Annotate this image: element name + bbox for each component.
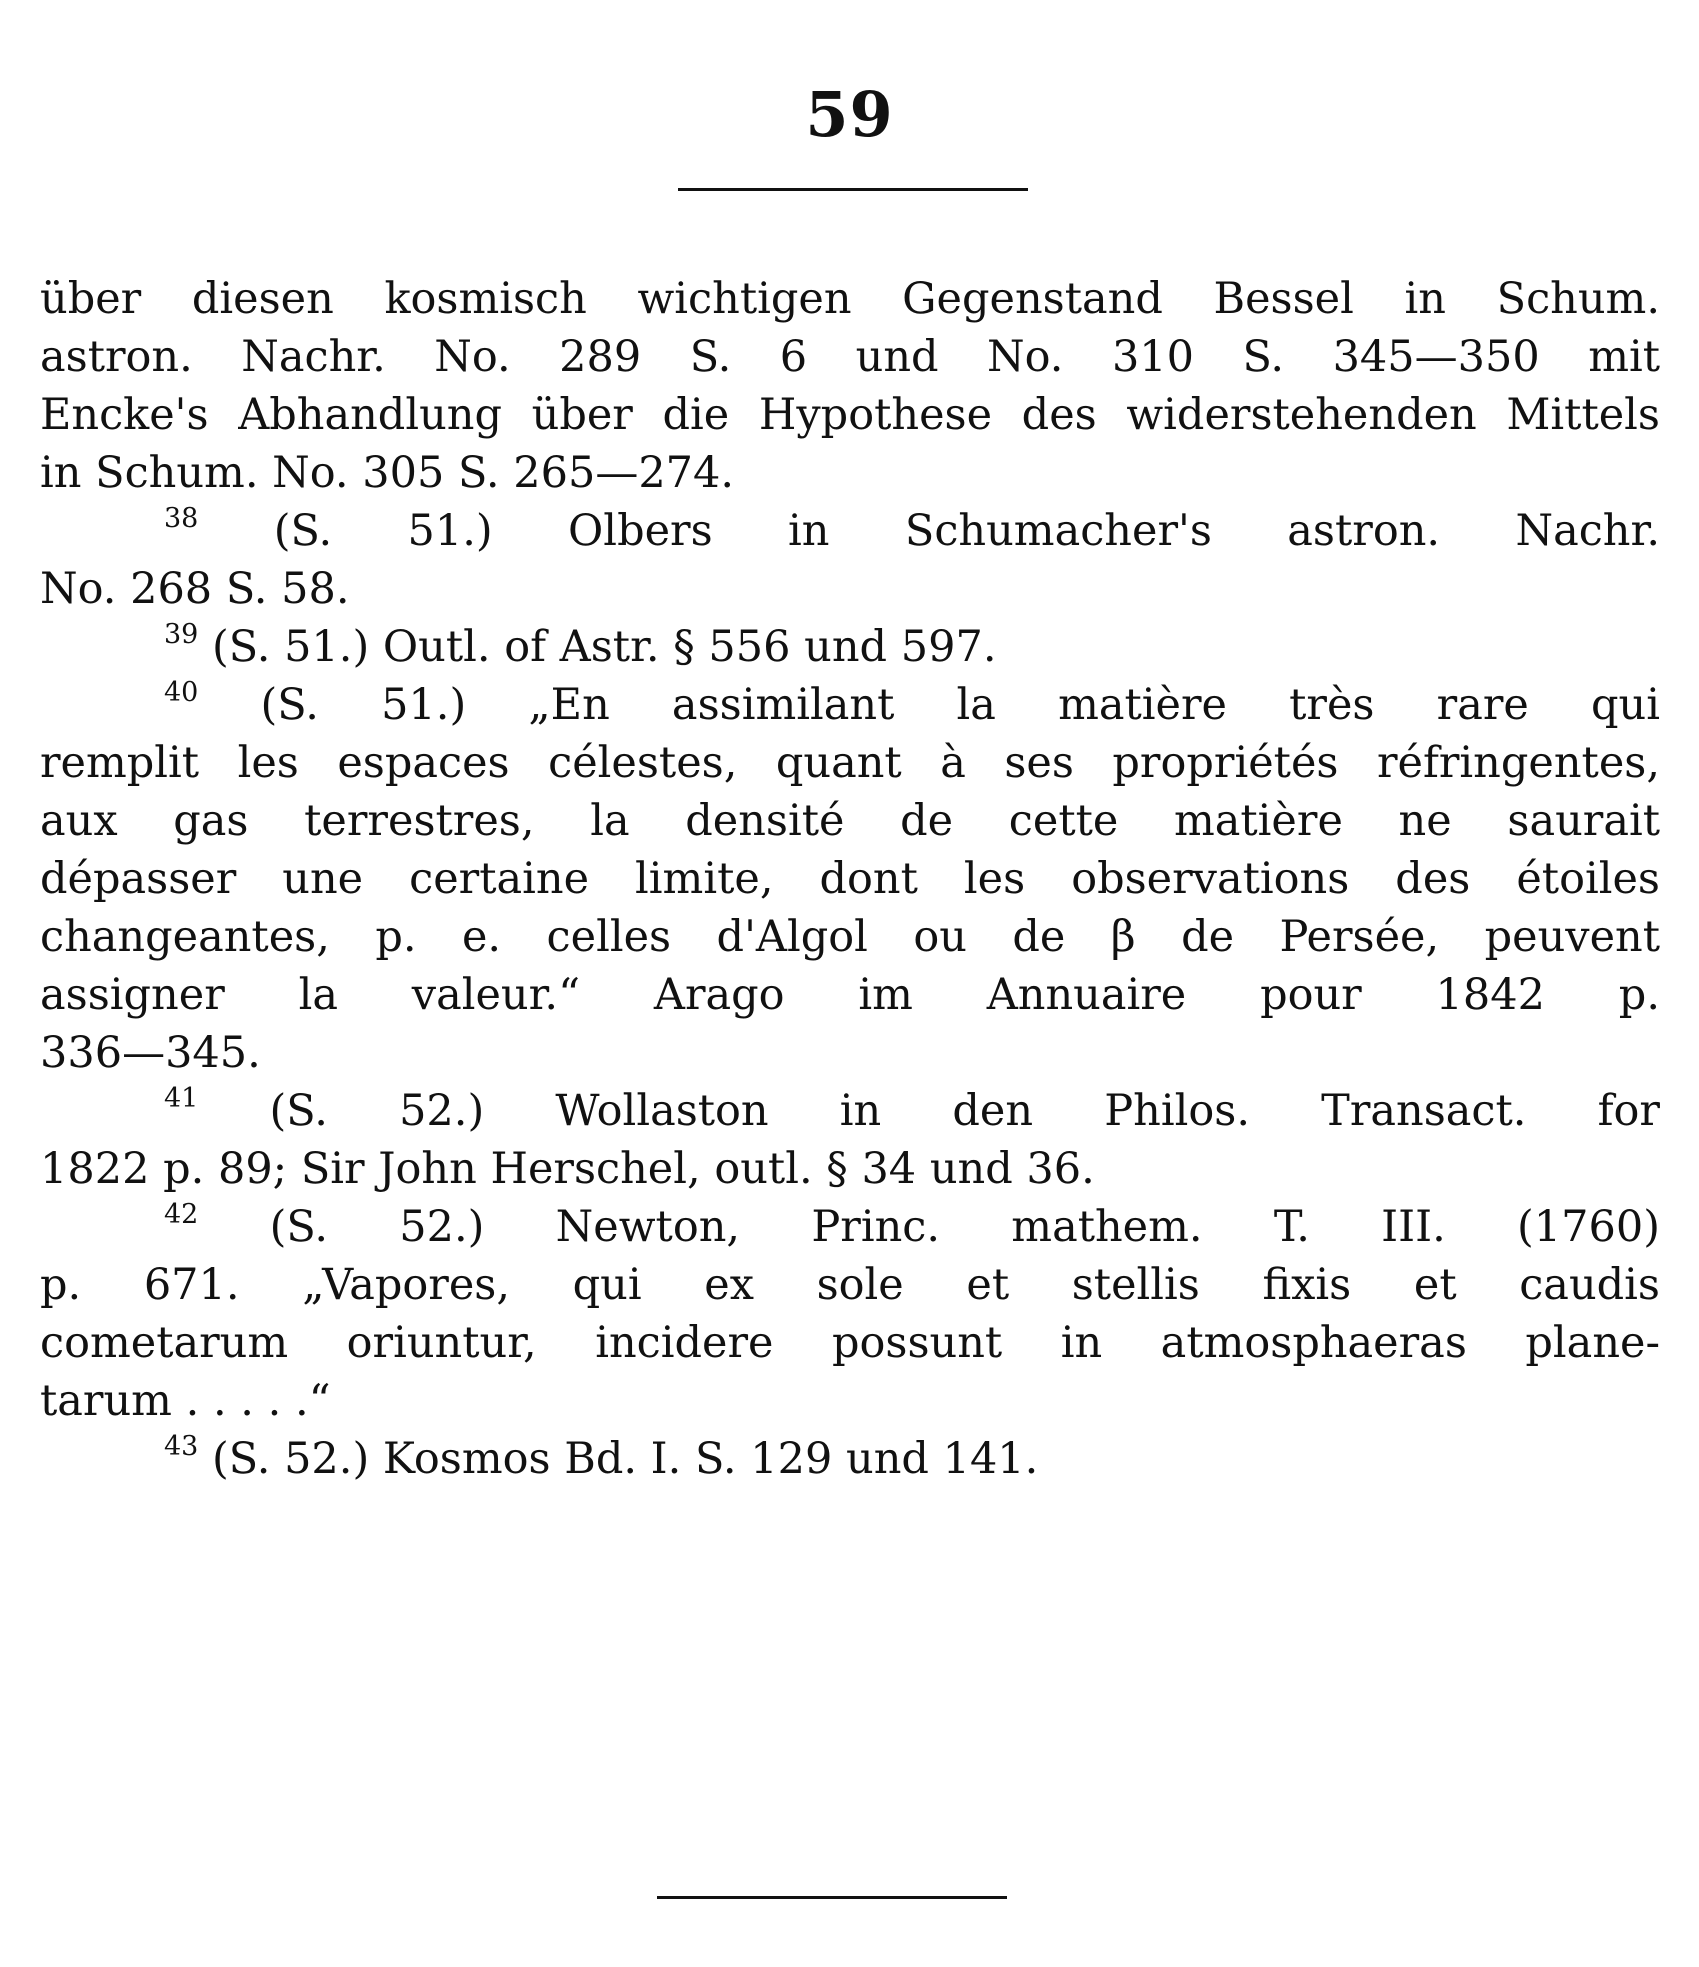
text-line: über diesen kosmisch wichtigen Gegenstand Bessel in Schum. [40, 274, 1660, 324]
text-line: tarum . . . . .“ [40, 1376, 331, 1426]
text-line: dépasser une certaine limite, dont les observations des étoiles [40, 854, 1660, 904]
footnote-text: (S. 51.) Outl. of Astr. § 556 und 597. [212, 622, 997, 672]
footnote-line [164, 1198, 1660, 1256]
text-line: No. 268 S. 58. [40, 564, 350, 614]
footnote-number: 43 [164, 1431, 199, 1462]
text-line: Encke's Abhandlung über die Hypothese des widerstehenden Mittels [40, 390, 1660, 440]
text-line: cometarum oriuntur, incidere possunt in atmosphaeras plane- [40, 1318, 1660, 1368]
text-line: 336—345. [40, 1028, 261, 1078]
footnote-line [164, 618, 1660, 676]
footnote-text: (S. 52.) Kosmos Bd. I. S. 129 und 141. [212, 1434, 1039, 1484]
footnote-text: (S. 51.) „En assimilant la matière très rare qui [260, 680, 1660, 730]
footnote-number: 38 [164, 503, 199, 534]
text-line: in Schum. No. 305 S. 265—274. [40, 448, 735, 498]
footnote-line [164, 502, 1660, 560]
text-line: astron. Nachr. No. 289 S. 6 und No. 310 S. 345—350 mit [40, 332, 1660, 382]
text-line: 1822 p. 89; Sir John Herschel, outl. § 34 und 36. [40, 1144, 1095, 1194]
footnote-number: 40 [164, 677, 199, 708]
footer-rule [657, 1896, 1007, 1899]
footnote-line [164, 676, 1660, 734]
text-line: aux gas terrestres, la densité de cette matière ne saurait [40, 796, 1660, 846]
text-line: changeantes, p. e. celles d'Algol ou de β de Persée, peuvent [40, 912, 1660, 962]
footnote-line [164, 1082, 1660, 1140]
footnote-text: (S. 52.) Wollaston in den Philos. Transact. for [269, 1086, 1660, 1136]
text-line: remplit les espaces célestes, quant à ses propriétés réfringentes, [40, 738, 1660, 788]
footnote-text: (S. 51.) Olbers in Schumacher's astron. Nachr. [273, 506, 1660, 556]
footnote-number: 42 [164, 1199, 199, 1230]
footnote-number: 41 [164, 1083, 199, 1114]
footnote-line [164, 1430, 1660, 1488]
text-line: assigner la valeur.“ Arago im Annuaire pour 1842 p. [40, 970, 1660, 1020]
header-rule [678, 188, 1028, 191]
text-line: p. 671. „Vapores, qui ex sole et stellis fixis et caudis [40, 1260, 1660, 1310]
footnote-number: 39 [164, 619, 199, 650]
footnote-text: (S. 52.) Newton, Princ. mathem. T. III. (1760) [269, 1202, 1660, 1252]
page-number: 59 [805, 78, 894, 151]
